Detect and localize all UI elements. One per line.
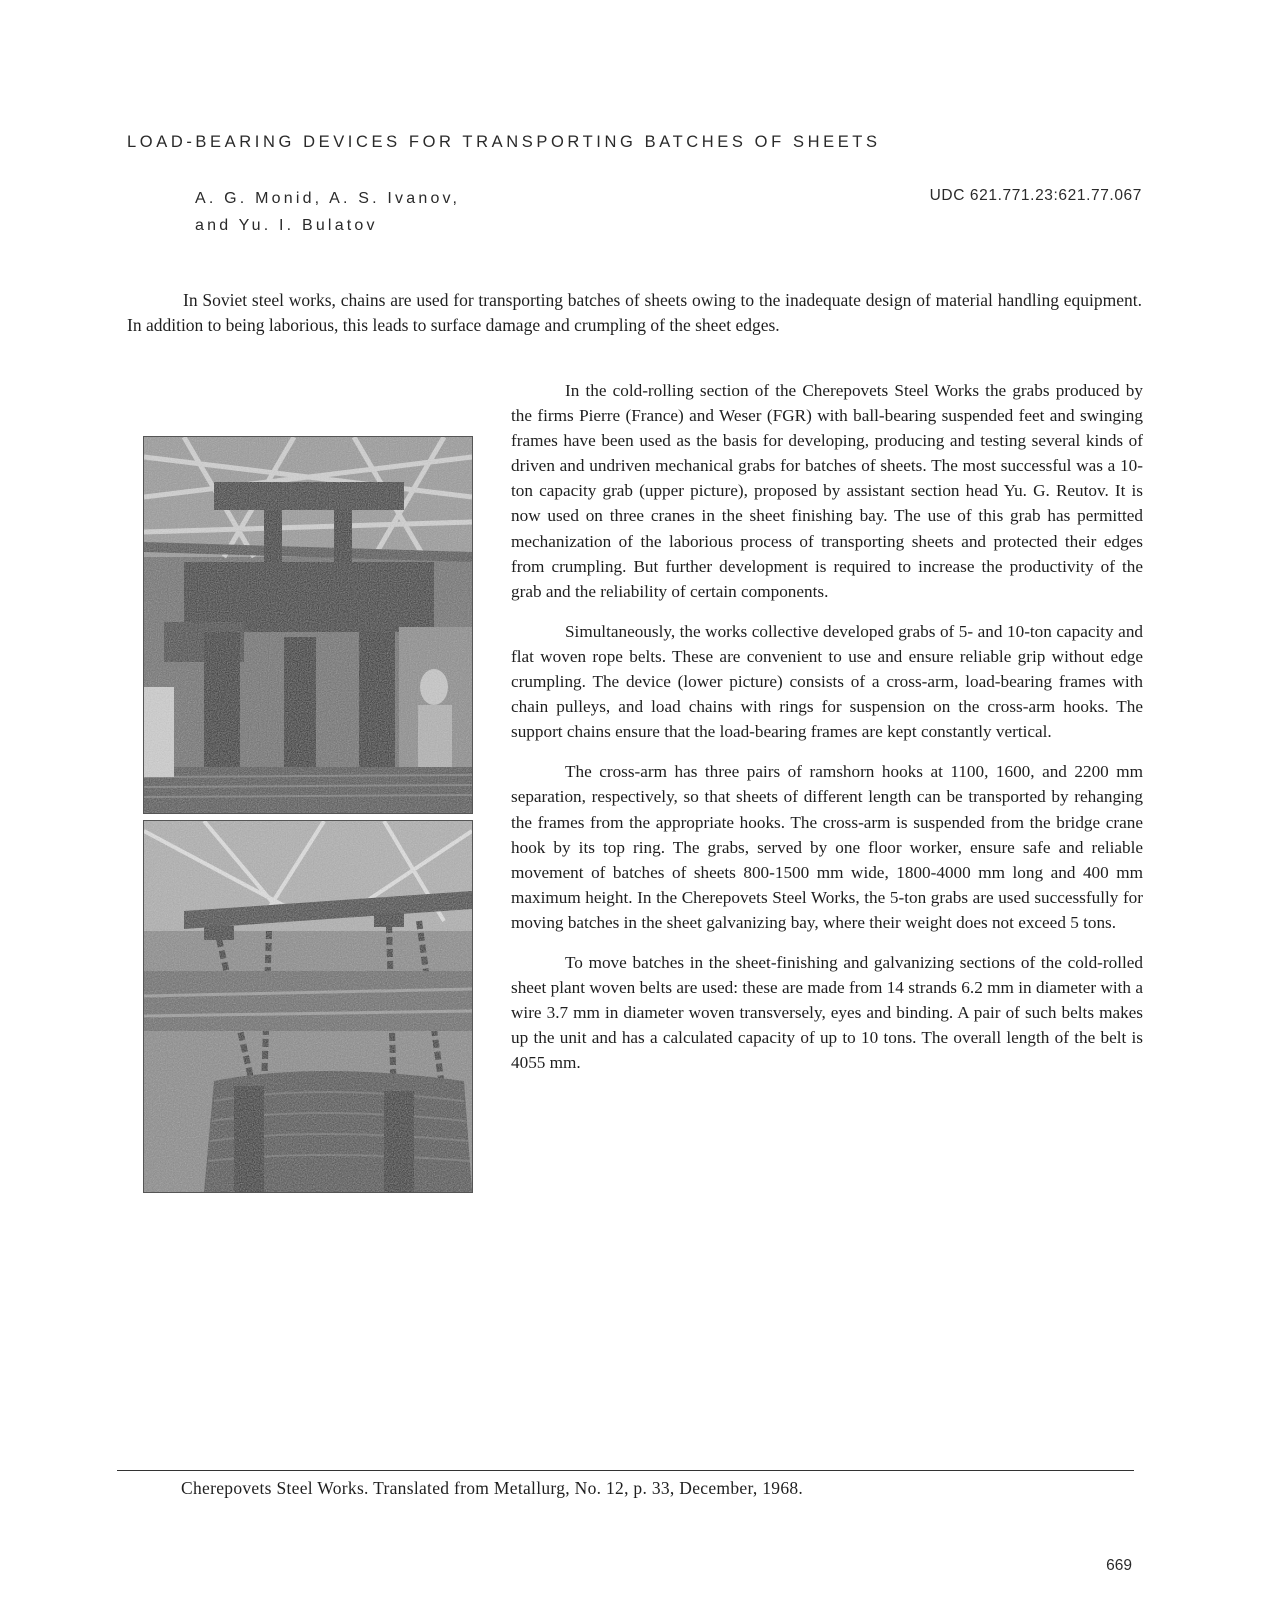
intro-paragraph: In Soviet steel works, chains are used for transporting batches of sheets owing to the inadequate design of material handling equipment. In addition to being laborious, this leads to surface damage and crumpling of the sheet edges. [127, 290, 1142, 335]
right-text-column [511, 378, 1143, 1090]
body-paragraph-3: The cross-arm has three pairs of ramshorn hooks at 1100, 1600, and 2200 mm separation, respectively, so that sheets of different length can be transported by rehanging the frames from the appropriate hooks. The cross-arm is suspended from the bridge crane hook by its top ring. The grabs, served by one floor worker, ensure safe and reliable movement of batches of sheets 800-1500 mm wide, 1800-4000 mm long and 400 mm maximum height. In the Cherepovets Steel Works, the 5-ton grabs are used successfully for moving batches in the sheet galvanizing bay, where their weight does not exceed 5 tons. [511, 762, 1143, 932]
author-line-1: A. G. Monid, A. S. Ivanov, [195, 190, 461, 207]
belt-chain-photo-image [144, 821, 472, 1192]
grab-photo-image [144, 437, 472, 813]
body-paragraph-1: In the cold-rolling section of the Cherepovets Steel Works the grabs produced by the firms Pierre (France) and Weser (FGR) with ball-bearing suspended feet and swinging frames have been used as the basis for developing, producing and testing several kinds of driven and undriven mechanical grabs for batches of sheets. The most successful was a 10-ton capacity grab (upper picture), proposed by assistant section head Yu. G. Reutov. It is now used on three cranes in the sheet finishing bay. The use of this grab has permitted mechanization of the laborious process of transporting sheets and protected their edges from crumpling. But further development is required to increase the productivity of the grab and the reliability of certain components. [511, 381, 1143, 601]
body-paragraph-4: To move batches in the sheet-finishing and galvanizing sections of the cold-rolled sheet plant woven belts are used: these are made from 14 strands 6.2 mm in diameter with a wire 3.7 mm in diameter woven transversely, eyes and binding. A pair of such belts makes up the unit and has a calculated capacity of up to 10 tons. The overall length of the belt is 4055 mm. [511, 952, 1143, 1073]
footnote: Cherepovets Steel Works. Translated from Metallurg, No. 12, p. 33, December, 1968. [181, 1478, 804, 1498]
page-number: 669 [1106, 1557, 1132, 1574]
author-line-2: and Yu. I. Bulatov [195, 217, 378, 234]
author-list [195, 185, 460, 239]
udc-code: UDC 621.771.23:621.77.067 [929, 187, 1142, 204]
photo-lower-belt-chains [143, 820, 473, 1193]
article-title: LOAD-BEARING DEVICES FOR TRANSPORTING BATCHES OF SHEETS [127, 133, 881, 151]
footnote-rule [117, 1470, 1134, 1471]
body-paragraph-2: Simultaneously, the works collective developed grabs of 5- and 10-ton capacity and flat woven rope belts. These are convenient to use and ensure reliable grip without edge crumpling. The device (lower picture) consists of a cross-arm, load-bearing frames with chain pulleys, and load chains with rings for suspension on the cross-arm hooks. The support chains ensure that the load-bearing frames are kept constantly vertical. [511, 621, 1143, 742]
photo-upper-grab [143, 436, 473, 814]
